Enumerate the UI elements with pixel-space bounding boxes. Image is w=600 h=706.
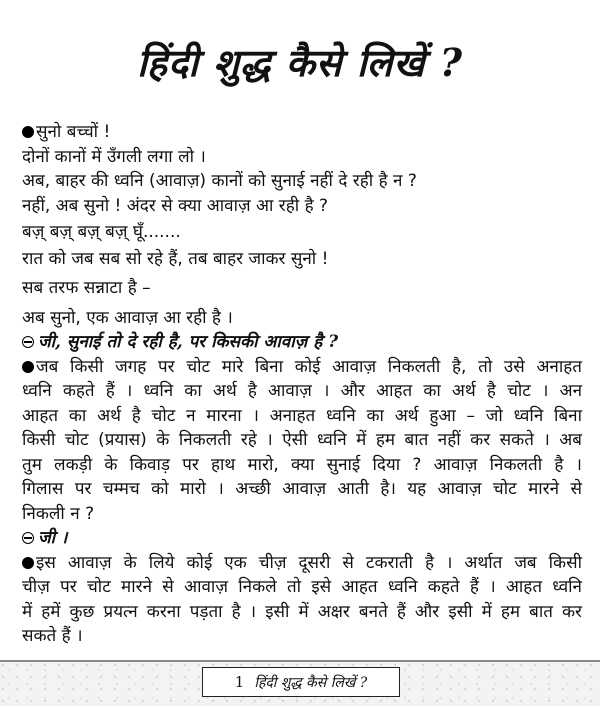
paragraph-line: आहत का अर्थ है चोट न मारना । अनाहत ध्वनि का अर्थ हुआ – जो ध्वनि बिना [22, 405, 582, 426]
paragraph-line: गिलास पर चम्मच को मारो । अच्छी आवाज़ आती है। यह आवाज़ चोट मारने से [22, 479, 582, 499]
paragraph-line [22, 355, 582, 380]
page-number: 1 [234, 673, 245, 691]
paragraph-line: सकते हैं । [22, 626, 83, 646]
body-text [22, 120, 582, 649]
bullet-icon [22, 126, 34, 138]
reply-line [22, 526, 582, 551]
intro-line: अब सुनो, एक आवाज़ आ रही है । [22, 307, 233, 328]
bullet-icon [22, 361, 34, 373]
footer-page-label [202, 667, 400, 697]
intro-line: अब, बाहर की ध्वनि (आवाज़) कानों को सुनाई नहीं दे रही है न ? [22, 171, 417, 191]
page-title: हिंदी शुद्ध कैसे लिखें ? [137, 40, 463, 86]
intro-line [22, 120, 582, 145]
paragraph-line: चीज़ पर चोट मारने से आवाज़ निकले तो इसे आहत ध्वनि कहते हैं । आहत ध्वनि [22, 577, 582, 597]
footer-book-title: हिंदी शुद्ध कैसे लिखें ? [254, 674, 368, 691]
reply-icon [22, 336, 34, 348]
reply-text: जी । [38, 528, 68, 548]
intro-line-text: सुनो बच्चों ! [36, 122, 111, 142]
paragraph-line: ध्वनि कहते हैं । ध्वनि का अर्थ है आवाज़ । और आहत का अर्थ है चोट । अन [22, 381, 582, 401]
paragraph-anahat [22, 355, 582, 527]
intro-line: दोनों कानों में उँगली लगा लो । [22, 146, 206, 167]
paragraph-line: किसी चोट (प्रयास) के निकलती रहे । ऐसी ध्वनि में हम बात नहीं कर सकते । अब [22, 430, 582, 450]
intro-line: नहीं, अब सुनो ! अंदर से क्या आवाज़ आ रही है ? [22, 195, 329, 216]
intro-line: सब तरफ सन्नाटा है – [22, 278, 151, 298]
reply-line [22, 330, 582, 355]
paragraph-line: तुम लकड़ी के किवाड़ पर हाथ मारो, क्या सुनाई दिया ? आवाज़ निकलती है । [22, 454, 582, 475]
paragraph-line-text: जब किसी जगह पर चोट मारे बिना कोई आवाज़ निकलती है, तो उसे अनाहत [36, 356, 582, 377]
paragraph-line: में हमें कुछ प्रयत्न करना पड़ता है । इसी में अक्षर बनते हैं और इसी में हम बात कर [22, 601, 582, 622]
paragraph-aahat [22, 551, 582, 649]
paragraph-line-text: इस आवाज़ के लिये कोई एक चीज़ दूसरी से टकराती है । अर्थात जब किसी [36, 552, 582, 573]
paragraph-line: निकली न ? [22, 503, 95, 524]
reply-icon [22, 532, 34, 544]
bullet-icon [22, 557, 34, 569]
intro-line: बज़् बज़् बज़् बज़् घूँ....... [22, 222, 181, 242]
reply-text: जी, सुनाई तो दे रही है, पर किसकी आवाज़ है ? [38, 332, 339, 352]
intro-line: रात को जब सब सो रहे हैं, तब बाहर जाकर सुनो ! [22, 248, 329, 269]
paragraph-line [22, 551, 582, 576]
